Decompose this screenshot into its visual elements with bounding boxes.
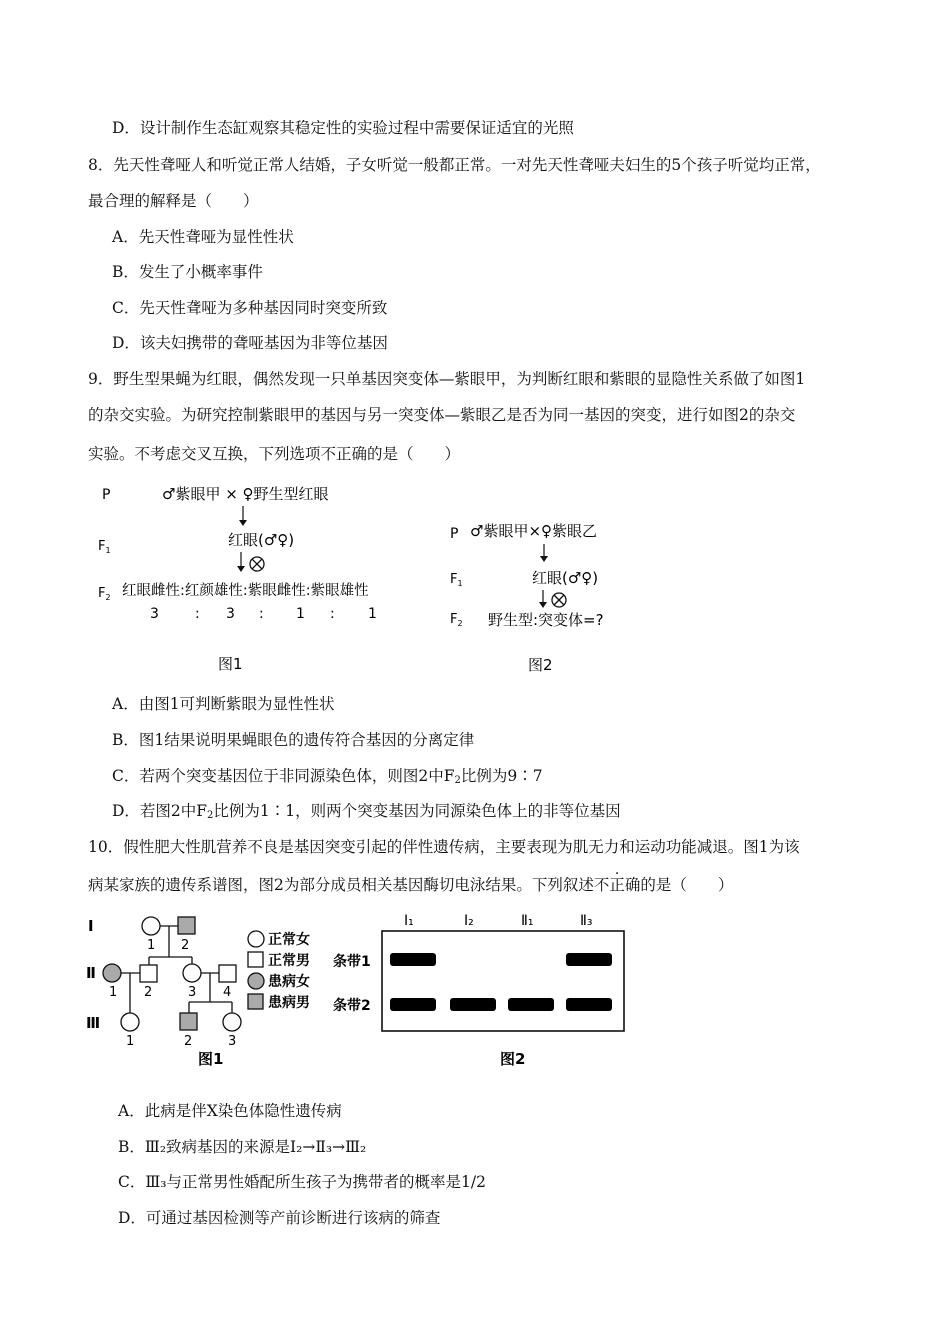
legend-normal-female: 正常女 <box>268 932 310 948</box>
q9-figure1 <box>90 480 420 675</box>
q9-option-a: A．由图1可判断紫眼为显性性状 <box>112 695 335 713</box>
q10-option-c: C．Ⅲ₃与正常男性婚配所生孩子为携带者的概率是1/2 <box>118 1173 486 1191</box>
fig1-arrow2-head <box>237 566 245 572</box>
fig1-ratio-sep-3: : <box>330 606 335 622</box>
q9-stem-line1: 9．野生型果蝇为红眼，偶然发现一只单基因突变体—紫眼甲，为判断红眼和紫眼的显隐性关系做了如图1 <box>88 370 806 388</box>
fig2-selfing-symbol <box>552 593 566 607</box>
fig1-f1-result: 红眼(♂♀) <box>228 531 295 549</box>
q9-option-b: B．图1结果说明果蝇眼色的遗传符合基因的分离定律 <box>112 731 475 749</box>
q10-option-d: D．可通过基因检测等产前诊断进行该病的筛查 <box>118 1209 441 1227</box>
gel-lane-label-1: Ⅰ₁ <box>404 913 414 929</box>
pedigree-num-II2: 2 <box>144 985 153 1000</box>
gen-label-3: Ⅲ <box>86 1014 101 1032</box>
fig2-arrow1-head <box>540 556 548 562</box>
gel-band-row1-lane1 <box>390 953 436 966</box>
gel-band-row2-lane1 <box>390 998 436 1011</box>
fig2-p-label: P <box>450 526 459 542</box>
fig1-ratio-sep-2: : <box>259 606 264 622</box>
q8-option-b: B．发生了小概率事件 <box>112 263 263 281</box>
q10-option-a: A．此病是伴X染色体隐性遗传病 <box>118 1102 342 1120</box>
q8-option-d: D．该夫妇携带的聋哑基因为非等位基因 <box>112 334 388 352</box>
q10-pedigree-figure <box>82 905 332 1073</box>
q10-gel-figure <box>330 905 660 1073</box>
pedigree-II3-female <box>183 964 201 982</box>
fig2-f1-label: $F_1$ <box>450 572 463 588</box>
q10-stem-line2: 病某家族的遗传系谱图，图2为部分成员相关基因酶切电泳结果。下列叙述不正确的是（ ） <box>88 876 734 894</box>
fig1-f1-label: $F_1$ <box>98 539 111 555</box>
emphasis-text: 不正确 <box>593 876 641 894</box>
gel-band-row2-lane3 <box>508 998 554 1011</box>
q10-option-b: B．Ⅲ₂致病基因的来源是Ⅰ₂→Ⅱ₃→Ⅲ₂ <box>118 1138 367 1156</box>
q9-option-d: D．若图2中$F_2$比例为1∶1，则两个突变基因为同源染色体上的非等位基因 <box>112 802 621 821</box>
fig1-selfing-symbol <box>250 557 264 571</box>
fig1-f2-result: 红眼雌性:红颜雄性:紫眼雌性:紫眼雄性 <box>122 583 369 599</box>
gen-label-2: Ⅱ <box>86 964 96 982</box>
pedigree-caption: 图1 <box>198 1050 224 1068</box>
q9-option-c: C．若两个突变基因位于非同源染色体，则图2中$F_2$比例为9∶7 <box>112 767 543 786</box>
pedigree-num-I2: 2 <box>181 938 190 953</box>
fig1-ratio-1: 3 <box>150 606 159 622</box>
legend-affected-male: 患病男 <box>268 995 310 1011</box>
fig1-ratio-4: 1 <box>368 606 377 622</box>
legend-normal-male-icon <box>248 952 263 967</box>
gel-band-row1-lane4 <box>566 953 612 966</box>
legend-normal-female-icon <box>248 931 264 947</box>
fig2-f2-label: $F_2$ <box>450 612 463 628</box>
fig2-caption: 图2 <box>528 656 553 674</box>
pedigree-num-I1: 1 <box>147 938 156 953</box>
q9-stem-line3: 实验。不考虑交叉互换，下列选项不正确的是（ ） <box>88 445 461 463</box>
pedigree-num-II3: 3 <box>188 985 197 1000</box>
pedigree-num-III1: 1 <box>126 1034 135 1049</box>
fig1-caption: 图1 <box>218 655 243 673</box>
legend-affected-female-icon <box>248 973 264 989</box>
q8-stem-line2: 最合理的解释是（ ） <box>88 192 259 210</box>
pedigree-II1-affected-female <box>103 964 121 982</box>
gel-band-row2-lane2 <box>450 998 496 1011</box>
fig1-ratio-2: 3 <box>226 606 235 622</box>
legend-normal-male: 正常男 <box>268 953 310 969</box>
gel-caption: 图2 <box>500 1050 526 1068</box>
fig1-ratio-3: 1 <box>296 606 305 622</box>
q8-option-a: A．先天性聋哑为显性性状 <box>112 228 294 246</box>
gen-label-1: Ⅰ <box>88 917 94 935</box>
gel-lane-label-2: Ⅰ₂ <box>464 913 474 929</box>
gel-lane-label-4: Ⅱ₃ <box>580 913 593 929</box>
fig2-arrow2-head <box>539 602 547 608</box>
fig1-arrow1-head <box>239 520 247 526</box>
legend-affected-male-icon <box>248 994 263 1009</box>
fig2-f2-result: 野生型:突变体=? <box>488 611 604 629</box>
gel-band-label-2: 条带2 <box>333 998 371 1014</box>
fig1-p-label: P <box>102 487 111 503</box>
pedigree-num-III2: 2 <box>184 1034 193 1049</box>
pedigree-II2-male <box>140 965 157 982</box>
gel-band-label-1: 条带1 <box>333 954 371 970</box>
pedigree-III3-female <box>223 1013 241 1031</box>
q9-figure2 <box>440 512 640 675</box>
q7-option-d: D．设计制作生态缸观察其稳定性的实验过程中需要保证适宜的光照 <box>112 119 574 137</box>
fig2-cross: ♂紫眼甲×♀紫眼乙 <box>470 522 598 540</box>
fig1-ratio-sep-1: : <box>195 606 200 622</box>
fig1-cross: ♂紫眼甲 × ♀野生型红眼 <box>162 485 329 503</box>
pedigree-III1-female <box>121 1013 139 1031</box>
q9-stem-line2: 的杂交实验。为研究控制紫眼甲的基因与另一突变体—紫眼乙是否为同一基因的突变，进行如图2的杂交 <box>88 406 796 424</box>
pedigree-III2-affected-male <box>180 1013 197 1030</box>
pedigree-num-II1: 1 <box>109 985 118 1000</box>
q8-option-c: C．先天性聋哑为多种基因同时突变所致 <box>112 299 388 317</box>
gel-frame <box>382 931 624 1031</box>
gel-lane-label-3: Ⅱ₁ <box>521 913 534 929</box>
fig1-f2-label: $F_2$ <box>98 586 111 602</box>
pedigree-II4-male <box>219 965 236 982</box>
pedigree-num-II4: 4 <box>223 985 232 1000</box>
q8-stem-line1: 8．先天性聋哑人和听觉正常人结婚，子女听觉一般都正常。一对先天性聋哑夫妇生的5个孩子听觉均正常， <box>88 156 821 174</box>
pedigree-I2-affected-male <box>178 917 195 934</box>
pedigree-num-III3: 3 <box>228 1034 237 1049</box>
gel-band-row2-lane4 <box>566 998 612 1011</box>
legend-affected-female: 患病女 <box>268 974 310 990</box>
pedigree-I1-female <box>142 917 160 935</box>
fig2-f1-result: 红眼(♂♀) <box>532 569 599 587</box>
q10-stem-line1: 10．假性肥大性肌营养不良是基因突变引起的伴性遗传病，主要表现为肌无力和运动功能减退。图1为该 <box>88 838 800 856</box>
